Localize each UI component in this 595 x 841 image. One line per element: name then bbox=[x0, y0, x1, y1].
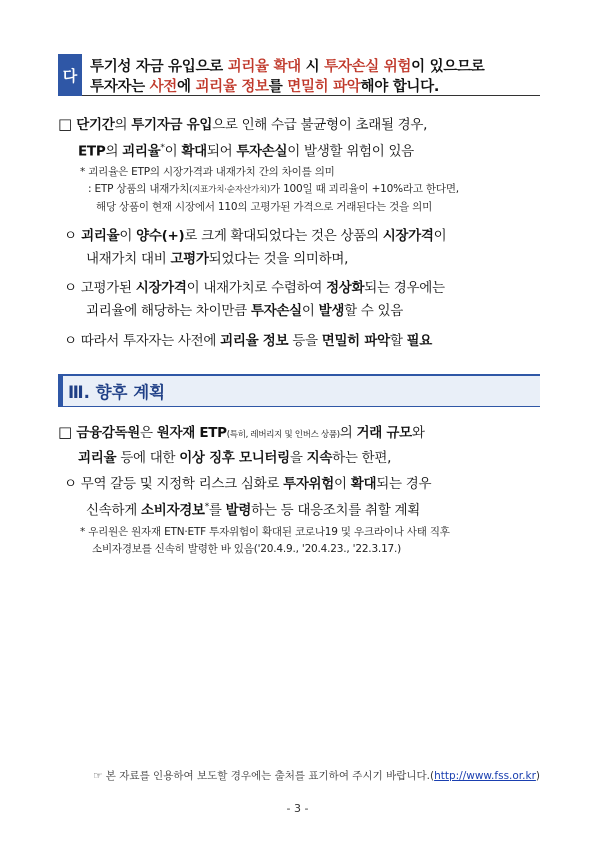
text-run: 투자자는 bbox=[90, 79, 150, 95]
footnote-1 bbox=[80, 164, 542, 216]
text-run: 괴리율 정보 bbox=[220, 333, 289, 349]
footer-text: ☞ 본 자료를 인용하여 보도할 경우에는 출처를 표기하여 주시기 바랍니다.( bbox=[93, 770, 435, 782]
text-run: 이 bbox=[301, 303, 319, 319]
section-heading-text bbox=[90, 57, 542, 97]
text-run: 정상화 bbox=[326, 280, 365, 296]
paragraph-2 bbox=[64, 225, 542, 271]
circle-bullet: ㅇ bbox=[64, 333, 77, 349]
text-run: 괴리율 bbox=[76, 228, 120, 244]
text-run: 을 bbox=[289, 450, 307, 466]
text-run: 원자재 ETP bbox=[156, 425, 227, 441]
square-bullet: □ bbox=[58, 115, 72, 133]
text-run: 시장가격 bbox=[135, 280, 187, 296]
section-3-title: Ⅲ. 향후 계획 bbox=[68, 383, 166, 402]
text-run: 고평가 bbox=[170, 251, 209, 267]
text-run: 내재가치 대비 bbox=[86, 251, 171, 267]
text-run: 를 bbox=[268, 79, 288, 95]
text-run: 이 bbox=[334, 476, 351, 492]
section-3-heading bbox=[58, 374, 540, 407]
section-badge: 다 bbox=[58, 54, 82, 96]
text-run: 으로 인해 수급 불균형이 초래될 경우, bbox=[212, 117, 428, 133]
text-run: 시장가격 bbox=[382, 228, 434, 244]
text-run: 할 bbox=[389, 333, 407, 349]
fss-link[interactable]: http://www.fss.or.kr bbox=[434, 770, 536, 782]
text-run: 되는 경우 bbox=[376, 476, 432, 492]
text-run: 이 발생할 위험이 있음 bbox=[287, 143, 414, 160]
text-run: 은 bbox=[139, 425, 157, 441]
heading-accent-bar bbox=[58, 376, 63, 406]
text-run: 이 bbox=[119, 228, 137, 244]
footnote-2 bbox=[80, 524, 542, 558]
circle-bullet: ㅇ bbox=[64, 476, 77, 492]
text-run: 해야 합니다. bbox=[360, 79, 440, 95]
text-run: 이 bbox=[433, 228, 447, 244]
footnote-mark: * bbox=[160, 143, 165, 153]
text-run: 로 크게 확대되었다는 것은 상품의 bbox=[184, 228, 383, 244]
text-run: 거래 규모 bbox=[356, 425, 412, 441]
text-run: 발령 bbox=[225, 502, 252, 519]
text-run: 면밀히 파악 bbox=[321, 333, 390, 349]
text-run: 등을 bbox=[288, 333, 322, 349]
text-run: (특히, 레버리지 및 인버스 상품) bbox=[226, 430, 340, 440]
paragraph-5 bbox=[58, 421, 542, 470]
text-run: ETP bbox=[78, 143, 106, 160]
text-run: 확대 bbox=[181, 143, 207, 160]
text-run: 신속하게 bbox=[86, 502, 141, 519]
text-run: 고평가된 bbox=[76, 280, 136, 296]
circle-bullet: ㅇ bbox=[64, 280, 77, 296]
footer-citation bbox=[58, 768, 540, 783]
text-run: 되어 bbox=[206, 143, 237, 160]
text-run: 괴리율에 해당하는 차이만큼 bbox=[86, 303, 251, 319]
text-run: 사전 bbox=[149, 79, 177, 95]
text-run: 의 bbox=[339, 425, 357, 441]
circle-bullet: ㅇ bbox=[64, 228, 77, 244]
text-run: 괴리율 확대 bbox=[227, 59, 301, 75]
text-run: 에 bbox=[177, 79, 196, 95]
text-run: 양수(+) bbox=[136, 228, 185, 244]
text-run: 투기자금 유입 bbox=[131, 117, 213, 133]
footnote-mark: * bbox=[204, 502, 209, 512]
text-run: 이 내재가치로 수렴하여 bbox=[186, 280, 327, 296]
paragraph-3 bbox=[64, 277, 542, 323]
note-line: * 괴리율은 ETP의 시장가격과 내재가치 간의 차이를 의미 bbox=[80, 166, 335, 178]
text-run: 투자손실 위험 bbox=[324, 59, 412, 75]
text-run: 괴리율 bbox=[122, 143, 161, 160]
text-run: 이상 징후 모니터링 bbox=[179, 450, 290, 466]
text-run: 되었다는 것을 의미하며, bbox=[208, 251, 349, 267]
note-line: 해당 상품이 현재 시장에서 110의 고평가된 가격으로 거래된다는 것을 의미 bbox=[96, 201, 433, 213]
text-run: 소비자경보 bbox=[140, 502, 205, 519]
text-run: 투자손실 bbox=[250, 303, 302, 319]
section-heading bbox=[58, 54, 540, 96]
text-run: 하는 한편, bbox=[332, 450, 392, 466]
text-run: 따라서 투자자는 사전에 bbox=[76, 333, 221, 349]
page-number: - 3 - bbox=[286, 802, 309, 815]
footer-text: ) bbox=[535, 770, 540, 782]
paragraph-1 bbox=[58, 113, 542, 164]
text-run: 하는 등 대응조치를 취할 계획 bbox=[251, 502, 420, 519]
text-run: 가 100일 때 괴리율이 +10%라고 한다면, bbox=[269, 183, 459, 195]
text-run: 시 bbox=[300, 59, 325, 75]
text-run: 발생 bbox=[318, 303, 345, 319]
text-run: 괴리율 bbox=[78, 450, 117, 466]
text-run: 등에 대한 bbox=[116, 450, 180, 466]
text-run: 투기성 자금 유입으로 bbox=[90, 59, 228, 75]
text-run: 투자손실 bbox=[236, 143, 288, 160]
text-run: 되는 경우에는 bbox=[364, 280, 445, 296]
paragraph-4 bbox=[64, 330, 542, 353]
text-run: 할 수 있음 bbox=[344, 303, 404, 319]
text-run: 의 bbox=[114, 117, 132, 133]
text-run: 괴리율 정보 bbox=[195, 79, 269, 95]
text-run: (지표가치·순자산가치) bbox=[189, 185, 270, 195]
text-run: 이 bbox=[164, 143, 182, 160]
text-run: 필요 bbox=[406, 333, 433, 349]
text-run: 무역 갈등 및 지정학 리스크 심화로 bbox=[76, 476, 284, 492]
text-run: 이 있으므로 bbox=[411, 59, 485, 75]
text-run: 를 bbox=[208, 502, 226, 519]
text-run: 면밀히 파악 bbox=[287, 79, 361, 95]
text-run: 단기간 bbox=[71, 117, 115, 133]
note-line: * 우리원은 원자재 ETN·ETF 투자위험이 확대된 코로나19 및 우크라이나 사태 직후 bbox=[80, 526, 450, 538]
text-run: 투자위험 bbox=[283, 476, 335, 492]
text-run: 금융감독원 bbox=[71, 425, 140, 441]
text-run: 와 bbox=[411, 425, 425, 441]
paragraph-6 bbox=[64, 473, 542, 523]
square-bullet: □ bbox=[58, 423, 72, 441]
note-line: 소비자경보를 신속히 발령한 바 있음('20.4.9., '20.4.23., '22.3.17.) bbox=[92, 543, 402, 555]
text-run: 지속 bbox=[306, 450, 333, 466]
text-run: 확대 bbox=[350, 476, 377, 492]
text-run: 의 bbox=[105, 143, 123, 160]
heading-underline bbox=[82, 95, 540, 96]
text-run: : ETP 상품의 내재가치 bbox=[88, 183, 190, 195]
